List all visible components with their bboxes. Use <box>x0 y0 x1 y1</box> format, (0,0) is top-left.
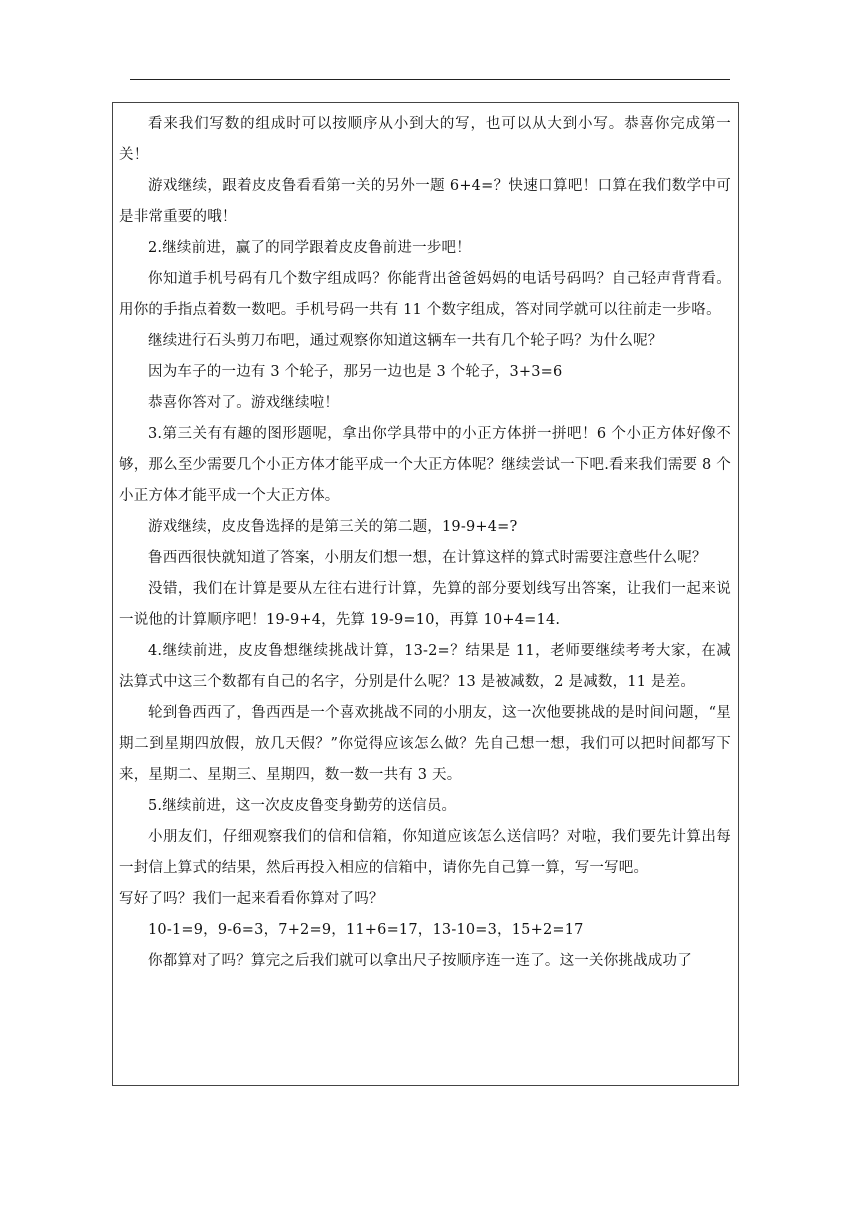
paragraph: 没错，我们在计算是要从左往右进行计算，先算的部分要划线写出答案，让我们一起来说一说他的计算顺序吧！19-9+4，先算 19-9=10，再算 10+4=14. <box>119 581 731 628</box>
paragraph: 轮到鲁西西了，鲁西西是一个喜欢挑战不同的小朋友，这一次他要挑战的是时间问题，“星期二到星期四放假，放几天假？”你觉得应该怎么做？先自己想一想，我们可以把时间都写下来，星期二、星期三、星期四，数一数一共有 3 天。 <box>119 705 731 783</box>
paragraph: 游戏继续，跟着皮皮鲁看看第一关的另外一题 6+4=？快速口算吧！口算在我们数学中可是非常重要的哦！ <box>119 178 731 225</box>
paragraph: 2.继续前进，赢了的同学跟着皮皮鲁前进一步吧！ <box>148 240 471 256</box>
paragraph: 继续进行石头剪刀布吧，通过观察你知道这辆车一共有几个轮子吗？为什么呢？ <box>148 333 663 349</box>
paragraph: 看来我们写数的组成时可以按顺序从小到大的写，也可以从大到小写。恭喜你完成第一关！ <box>119 116 731 163</box>
paragraph: 你知道手机号码有几个数字组成吗？你能背出爸爸妈妈的电话号码吗？自己轻声背背看。用你的手指点着数一数吧。手机号码一共有 11 个数字组成，答对同学就可以往前走一步咯。 <box>119 271 731 318</box>
paragraph: 鲁西西很快就知道了答案，小朋友们想一想，在计算这样的算式时需要注意些什么呢？ <box>148 550 707 566</box>
paragraph: 游戏继续，皮皮鲁选择的是第三关的第二题，19-9+4=? <box>148 519 518 535</box>
paragraph: 因为车子的一边有 3 个轮子，那另一边也是 3 个轮子，3+3=6 <box>148 364 563 380</box>
paragraph: 恭喜你答对了。游戏继续啦！ <box>148 395 340 411</box>
paragraph: 4.继续前进，皮皮鲁想继续挑战计算，13-2=？结果是 11，老师要继续考考大家，在减法算式中这三个数都有自己的名字，分别是什么呢？13 是被减数，2 是减数，11 是差。 <box>119 643 731 690</box>
header-rule <box>130 79 730 80</box>
content-table-cell <box>112 102 739 1086</box>
paragraph: 3.第三关有有趣的图形题呢，拿出你学具带中的小正方体拼一拼吧！6 个小正方体好像不够，那么至少需要几个小正方体才能平成一个大正方体呢？继续尝试一下吧.看来我们需要 8 个小正方体才能平成一个大正方体。 <box>119 426 731 504</box>
paragraph: 你都算对了吗？算完之后我们就可以拿出尺子按顺序连一连了。这一关你挑战成功了 <box>148 953 692 969</box>
paragraph: 10-1=9，9-6=3，7+2=9，11+6=17，13-10=3，15+2=17 <box>148 922 584 938</box>
paragraph: 写好了吗？我们一起来看看你算对了吗？ <box>119 891 384 907</box>
paragraph: 小朋友们，仔细观察我们的信和信箱，你知道应该怎么送信吗？对啦，我们要先计算出每一封信上算式的结果，然后再投入相应的信箱中，请你先自己算一算，写一写吧。 <box>119 829 731 876</box>
paragraph: 5.继续前进，这一次皮皮鲁变身勤劳的送信员。 <box>148 798 457 814</box>
